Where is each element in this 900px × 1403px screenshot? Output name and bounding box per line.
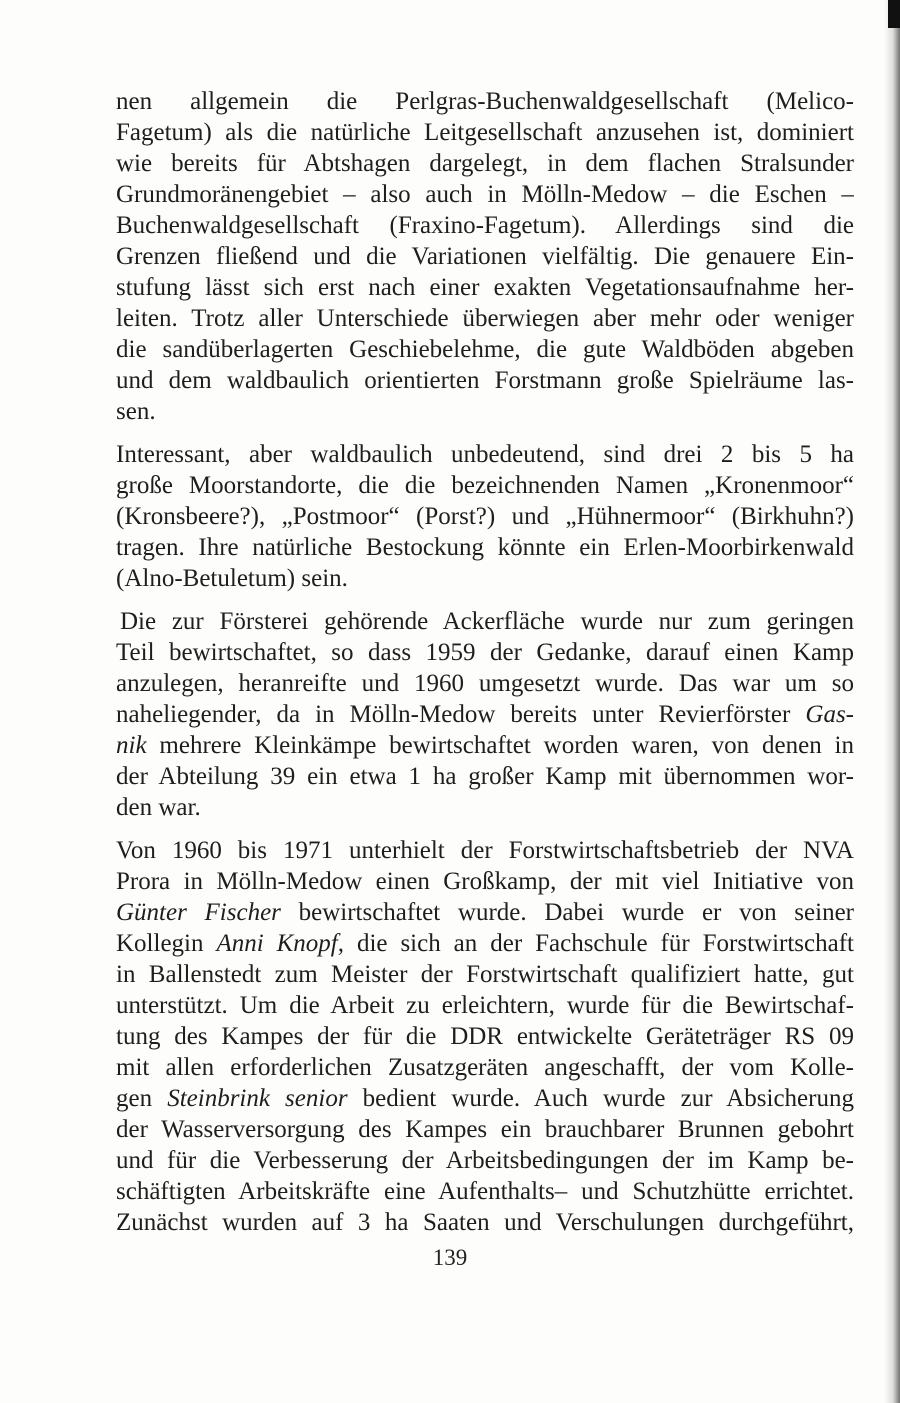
paragraph-vegetation: [116, 86, 854, 427]
text-line: naheliegender, da in Mölln-Medow bereits unter Revierförster Gas-: [116, 701, 854, 728]
text-line: Kollegin Anni Knopf, die sich an der Fachschule für Forstwirtschaft: [116, 930, 854, 957]
text-line: den war.: [116, 794, 201, 821]
text-line: die sandüberlagerten Geschiebelehme, die gute Waldböden abgeben: [116, 336, 854, 363]
text-line: leiten. Trotz aller Unterschiede überwiegen aber mehr oder weniger: [116, 305, 854, 332]
text-line: (Kronsbeere?), „Postmoor“ (Porst?) und „Hühnermoor“ (Birkhuhn?): [116, 503, 854, 530]
body-text: [116, 86, 854, 1250]
text-line: tung des Kampes der für die DDR entwickelte Geräteträger RS 09: [116, 1023, 854, 1050]
text-line: Fagetum) als die natürliche Leitgesellschaft anzusehen ist, dominiert: [116, 119, 854, 146]
text-line: schäftigten Arbeitskräfte eine Aufenthalts– und Schutzhütte errichtet.: [116, 1178, 854, 1205]
scan-corner-mark: [888, 0, 900, 28]
text-line: (Alno-Betuletum) sein.: [116, 565, 348, 592]
text-line: stufung lässt sich erst nach einer exakten Vegetationsaufnahme her-: [116, 274, 854, 301]
text-line: gen Steinbrink senior bedient wurde. Auch wurde zur Absicherung: [116, 1085, 854, 1112]
text-line: tragen. Ihre natürliche Bestockung könnte ein Erlen-Moorbirkenwald: [116, 534, 854, 561]
text-line: anzulegen, heranreifte und 1960 umgesetzt wurde. Das war um so: [116, 670, 854, 697]
text-line: Buchenwaldgesellschaft (Fraxino-Fagetum). Allerdings sind die: [116, 212, 854, 239]
page-edge-shadow: [884, 0, 900, 1403]
text-line: Prora in Mölln-Medow einen Großkamp, der mit viel Initiative von: [116, 868, 854, 895]
text-line: und für die Verbesserung der Arbeitsbedingungen der im Kamp be-: [116, 1147, 854, 1174]
text-line: nen allgemein die Perlgras-Buchenwaldgesellschaft (Melico-: [116, 88, 854, 115]
text-line: und dem waldbaulich orientierten Forstmann große Spielräume las-: [116, 367, 854, 394]
text-line: Teil bewirtschaftet, so dass 1959 der Gedanke, darauf einen Kamp: [116, 639, 854, 666]
text-line: der Wasserversorgung des Kampes ein brauchbarer Brunnen gebohrt: [116, 1116, 854, 1143]
text-line: Günter Fischer bewirtschaftet wurde. Dabei wurde er von seiner: [116, 899, 854, 926]
text-line: in Ballenstedt zum Meister der Forstwirtschaft qualifiziert hatte, gut: [116, 961, 854, 988]
text-line: Grenzen fließend und die Variationen vielfältig. Die genauere Ein-: [116, 243, 854, 270]
text-line: Interessant, aber waldbaulich unbedeutend, sind drei 2 bis 5 ha: [116, 441, 854, 468]
text-line: Grundmoränengebiet – also auch in Mölln-Medow – die Eschen –: [116, 181, 854, 208]
text-line: Zunächst wurden auf 3 ha Saaten und Verschulungen durchgeführt,: [116, 1209, 854, 1236]
paragraph-moorstandorte: [116, 439, 854, 594]
paragraph-grosskamp: [116, 835, 854, 1238]
text-line: der Abteilung 39 ein etwa 1 ha großer Kamp mit übernommen wor-: [116, 763, 854, 790]
text-line: mit allen erforderlichen Zusatzgeräten angeschafft, der vom Kolle-: [116, 1054, 854, 1081]
paragraph-ackerflaeche: [116, 606, 854, 823]
text-line: sen.: [116, 398, 156, 425]
text-line: Die zur Försterei gehörende Ackerfläche wurde nur zum geringen: [120, 608, 854, 635]
text-line: wie bereits für Abtshagen dargelegt, in dem flachen Stralsunder: [116, 150, 854, 177]
text-line: große Moorstandorte, die die bezeichnenden Namen „Kronenmoor“: [116, 472, 854, 499]
text-line: Von 1960 bis 1971 unterhielt der Forstwirtschaftsbetrieb der NVA: [116, 837, 854, 864]
text-line: nik mehrere Kleinkämpe bewirtschaftet worden waren, von denen in: [116, 732, 854, 759]
page-number: 139: [432, 1245, 468, 1270]
text-line: unterstützt. Um die Arbeit zu erleichtern, wurde für die Bewirtschaf-: [116, 992, 854, 1019]
